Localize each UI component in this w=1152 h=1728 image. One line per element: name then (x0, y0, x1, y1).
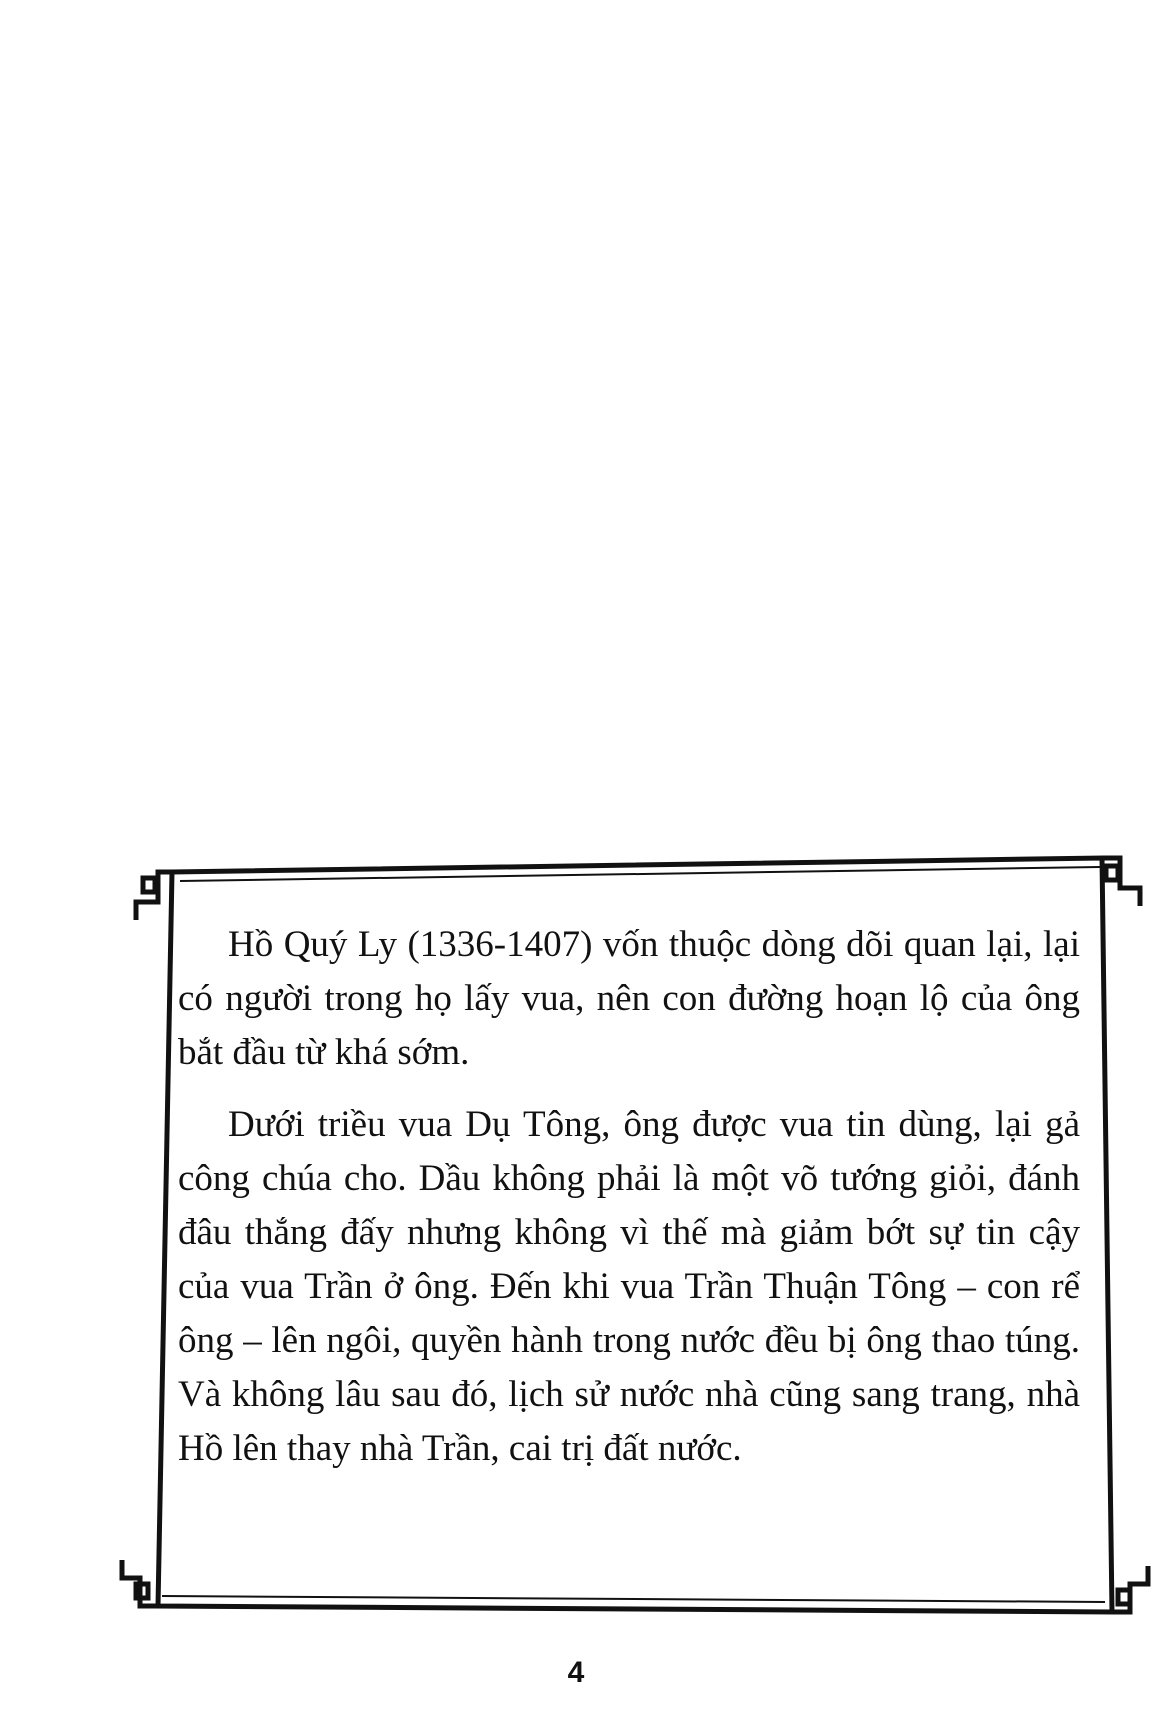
page-number: 4 (567, 1656, 585, 1689)
corner-ornament-bottom-right (1112, 1566, 1148, 1612)
paragraph-1: Hồ Quý Ly (1336-1407) vốn thuộc dòng dõi quan lại, lại có người trong họ lấy vua, nên con đường hoạn lộ của ông bắt đầu từ khá sớm. (178, 924, 1080, 1073)
corner-ornament-top-right (1102, 858, 1140, 906)
body-text (178, 918, 1080, 1476)
corner-ornament-bottom-left (122, 1560, 158, 1606)
paragraph-2: Dưới triều vua Dụ Tông, ông được vua tin dùng, lại gả công chúa cho. Dầu không phải là một võ tướng giỏi, đánh đâu thắng đấy nhưng không vì thế mà giảm bớt sự tin cậy của vua Trần ở ông. Đến khi vua Trần Thuận Tông – con rể ông – lên ngôi, quyền hành trong nước đều bị ông thao túng. Và không lâu sau đó, lịch sử nước nhà cũng sang trang, nhà Hồ lên thay nhà Trần, cai trị đất nước. (178, 1104, 1080, 1469)
corner-ornament-top-left (136, 872, 172, 920)
